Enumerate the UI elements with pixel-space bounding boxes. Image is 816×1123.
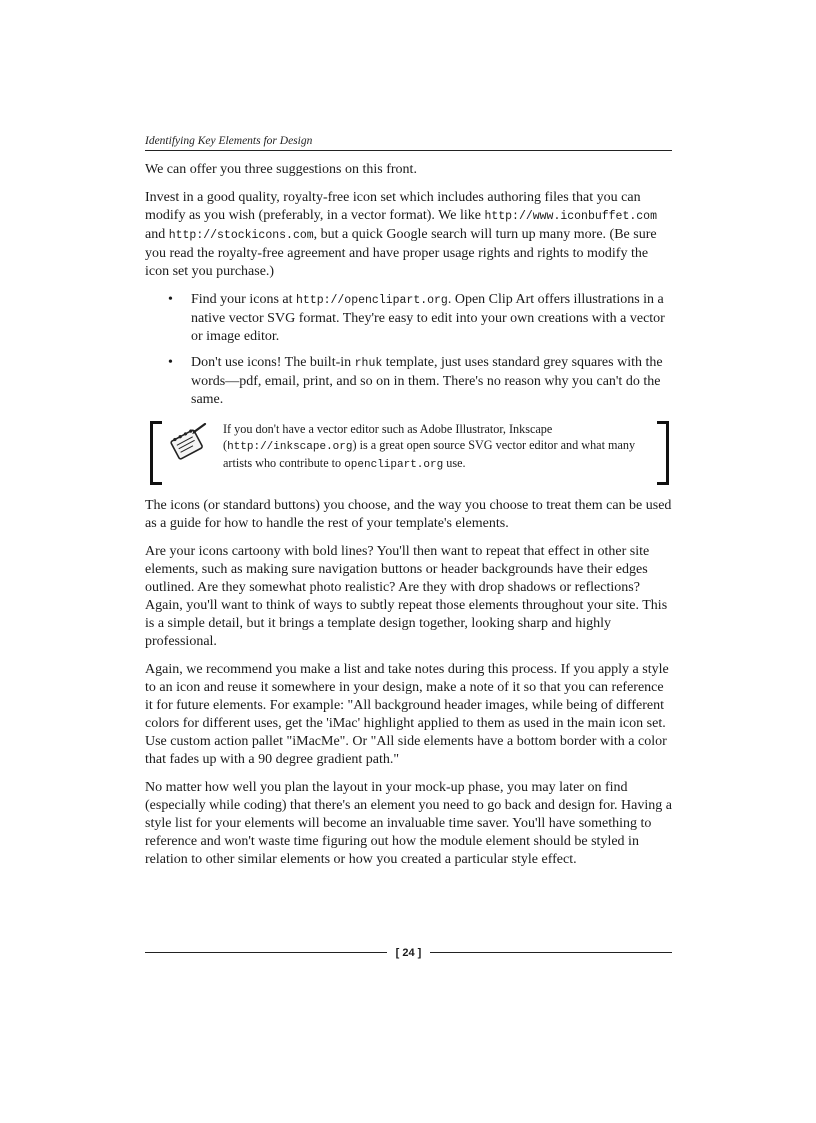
rhuk-template-code: rhuk: [354, 357, 383, 370]
bullet-text-1: Don't use icons! The built-in: [191, 355, 355, 370]
note-text: [223, 421, 643, 473]
note-text-1: If you don't have a vector editor such as Adobe Illustrator, Inkscape (: [223, 422, 553, 452]
invest-text-3: , but a quick Google search will turn up many more. (Be sure you read the royalty-free agreement and have proper usage rights and rights to modify the icon set you purchase.): [145, 227, 657, 279]
page-content: [145, 134, 672, 879]
bullet-text-1: Find your icons at: [191, 292, 296, 307]
bullet-icon: •: [168, 292, 173, 307]
bullet-icon: •: [168, 355, 173, 370]
note-text-3: use.: [443, 456, 466, 470]
list-item-no-icons: [145, 354, 672, 409]
intro-paragraph: We can offer you three suggestions on this front.: [145, 162, 417, 177]
info-note-box: [145, 421, 672, 485]
bullet-text-2: template, just uses standard grey squares with the words—pdf, email, print, and so on in them. There's no reason why you can't do the same.: [191, 355, 663, 407]
invest-paragraph: [145, 189, 672, 281]
page-footer: [145, 945, 672, 961]
note-pad-pencil-icon: [167, 423, 209, 463]
stockicons-url: http://stockicons.com: [168, 229, 314, 242]
inkscape-url: http://inkscape.org: [227, 441, 353, 453]
page-number: [ 24 ]: [395, 947, 422, 959]
invest-text-1: Invest in a good quality, royalty-free icon set which includes authoring files that you can modify as you wish (preferably, in a vector format). We like: [145, 190, 641, 223]
body-paragraph: The icons (or standard buttons) you choose, and the way you choose to treat them can be used as a guide for how to handle the rest of your template's elements.: [145, 498, 672, 531]
bullet-text-2: . Open Clip Art offers illustrations in a native vector SVG format. They're easy to edit into your own creations with a vector or image editor.: [191, 292, 665, 344]
body-paragraph: Are your icons cartoony with bold lines? You'll then want to repeat that effect in other site elements, such as making sure navigation buttons or header backgrounds have their edges outlined. Are they somewhat photo realistic? Are they with drop shadows or reflections? Again, you'll want to think of ways to subtly repeat those elements throughout your site. This is a simple detail, but it brings a template design together, looking sharp and highly professional.: [145, 544, 668, 649]
iconbuffet-url: http://www.iconbuffet.com: [484, 210, 657, 223]
right-bracket: [657, 421, 669, 485]
left-bracket: [150, 421, 162, 485]
openclipart-url: http://openclipart.org: [296, 294, 448, 307]
list-item-openclipart: [145, 291, 672, 346]
invest-text-2: and: [145, 227, 169, 242]
suggestion-list: [145, 291, 672, 409]
body-paragraph: Again, we recommend you make a list and take notes during this process. If you apply a style to an icon and reuse it somewhere in your design, make a note of it so that you can reference it for future elements. For example: "All background header images, while being of different colors for different uses, get the 'iMac' highlight applied to them as used in the main icon set. Use custom action pallet "iMacMe". Or "All side elements have a bottom border with a color that fades up with a 90 degree gradient path.": [145, 662, 669, 767]
running-header: Identifying Key Elements for Design: [145, 134, 672, 151]
footer-rule-right: [430, 952, 672, 953]
note-text-2: ) is a great open source SVG vector editor and what many artists who contribute to: [223, 438, 636, 470]
openclipart-code: openclipart.org: [344, 459, 444, 471]
body-paragraph: No matter how well you plan the layout in your mock-up phase, you may later on find (especially while coding) that there's an element you need to go back and design for. Having a style list for your elements will become an invaluable time saver. You'll have something to reference and won't waste time figuring out how the module element should be styled in relation to other similar elements or how you created a particular style effect.: [145, 780, 672, 867]
